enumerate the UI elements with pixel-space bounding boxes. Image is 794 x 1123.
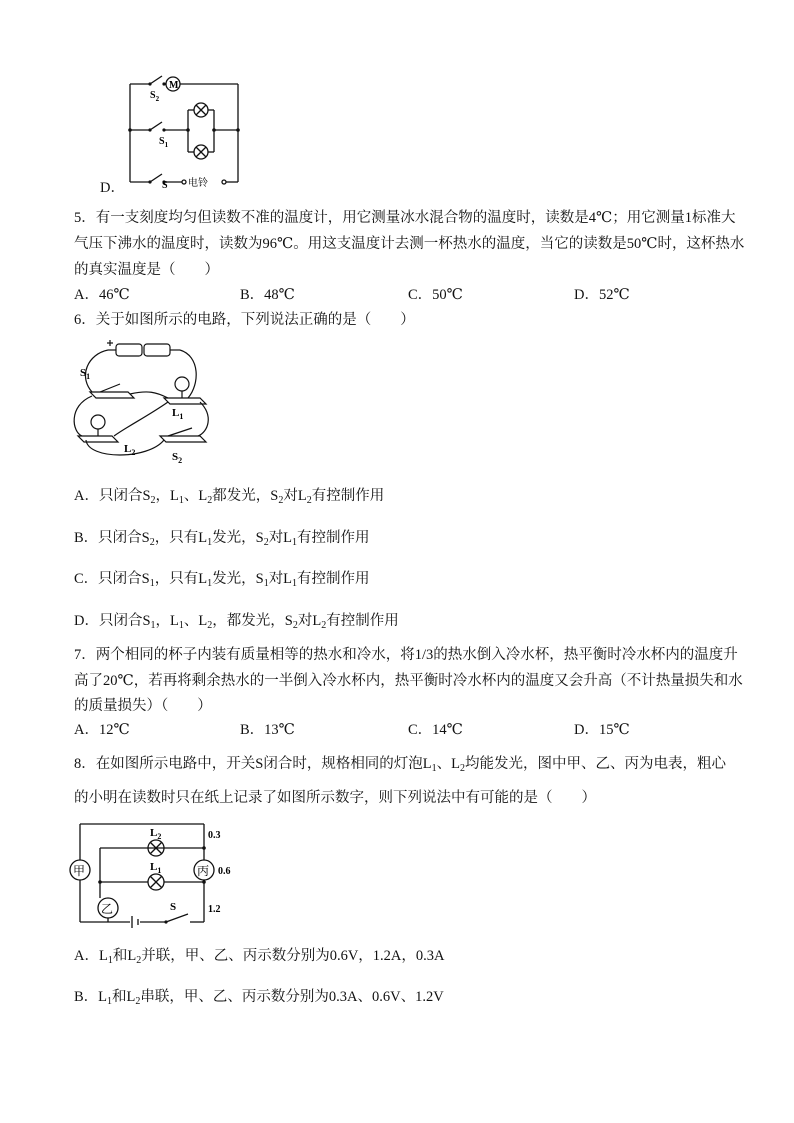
q7-stem-line-2: 高了20℃，若再将剩余热水的一半倒入冷水杯内，热平衡时冷水杯内的温度又会升高（不计热量损失和水 — [74, 673, 743, 689]
q5-stem-line-1: 5．有一支刻度均匀但读数不准的温度计，用它测量冰水混合物的温度时，读数是4℃；用它测量1标准大 — [74, 210, 736, 226]
q5-stem-line-2: 气压下沸水的温度时，读数为96℃。用这支温度计去测一杯热水的温度，当它的读数是50℃时，这杯热水 — [74, 236, 745, 252]
q4-option-d-label: D． — [100, 180, 125, 196]
fig8-yi-label: 乙 — [101, 902, 114, 916]
q8-stem-line-1: 8．在如图所示电路中，开关S闭合时，规格相同的灯泡$L_1$、$L_2$均能发光，图中甲、乙、丙为电表，粗心 — [74, 756, 727, 774]
fig4-s-label: S — [162, 180, 168, 190]
q6-option-d: D．只闭合$S_1$，$L_1$、$L_2$，都发光，$S_2$对$L_2$有控制作用 — [74, 613, 399, 631]
fig4-motor-label: M — [169, 80, 179, 91]
q8-option-b: B．$L_1$和$L_2$串联，甲、乙、丙示数分别为0.3A、0.6V、1.2V — [74, 989, 444, 1007]
fig6-l1-label: $L_1$ — [172, 407, 184, 421]
fig8-jia-label: 甲 — [73, 864, 86, 878]
fig4-s2-label: $S_2$ — [150, 90, 160, 103]
q5-option-d: D．52℃ — [574, 287, 630, 303]
q8-stem-line-2: 的小明在读数时只在纸上记录了如图所示数字，则下列说法中有可能的是（ ） — [74, 790, 596, 806]
q6-option-a: A．只闭合$S_2$，$L_1$、$L_2$都发光，$S_2$对$L_2$有控制作用 — [74, 488, 385, 506]
q5-option-c: C．50℃ — [408, 287, 463, 303]
q4-option-d-circuit-figure — [126, 66, 256, 190]
q5-stem-line-3: 的真实温度是（ ） — [74, 262, 219, 278]
fig6-s1-label: $S_1$ — [80, 367, 91, 381]
q7-stem-line-3: 的质量损失）（ ） — [74, 698, 212, 714]
q6-stem: 6．关于如图所示的电路，下列说法正确的是（ ） — [74, 312, 415, 328]
fig4-s1-label: $S_1$ — [159, 136, 169, 149]
q8-meter-circuit-figure — [66, 818, 246, 928]
fig6-l2-label: $L_2$ — [124, 443, 136, 457]
fig4-bell-label: 电铃 — [188, 178, 208, 189]
fig6-s2-label: $S_2$ — [172, 451, 183, 465]
q7-option-c: C．14℃ — [408, 722, 463, 738]
q6-option-c: C．只闭合$S_1$，只有$L_1$发光，$S_1$对$L_1$有控制作用 — [74, 571, 370, 589]
q7-stem-line-1: 7．两个相同的杯子内装有质量相等的热水和冷水，将1/3的热水倒入冷水杯，热平衡时冷水杯内的温度升 — [74, 647, 738, 663]
q5-option-b: B．48℃ — [240, 287, 295, 303]
fig8-reading-2: 0.6 — [218, 866, 231, 877]
fig8-reading-3: 1.2 — [208, 904, 221, 915]
q6-option-b: B．只闭合$S_2$，只有$L_1$发光，$S_2$对$L_1$有控制作用 — [74, 530, 370, 548]
q7-option-d: D．15℃ — [574, 722, 630, 738]
fig8-reading-1: 0.3 — [208, 830, 221, 841]
q7-option-a: A．12℃ — [74, 722, 130, 738]
fig8-s-label: S — [170, 901, 177, 913]
fig8-l2-label: $L_2$ — [150, 827, 162, 841]
q7-option-b: B．13℃ — [240, 722, 295, 738]
q8-option-a: A．$L_1$和$L_2$并联，甲、乙、丙示数分别为0.6V，1.2A，0.3A — [74, 948, 445, 966]
q5-option-a: A．46℃ — [74, 287, 130, 303]
fig8-bing-label: 丙 — [197, 864, 210, 878]
q6-physical-circuit-figure — [68, 336, 218, 466]
fig8-l1-label: $L_1$ — [150, 861, 162, 875]
